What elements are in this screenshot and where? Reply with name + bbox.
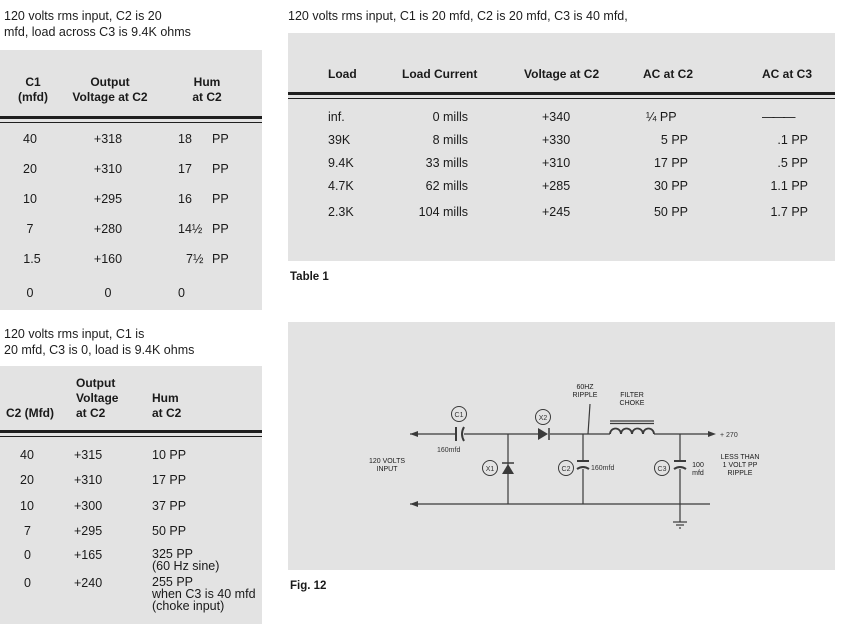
table-a-cell: 40	[23, 132, 37, 146]
table-a-cell: PP	[212, 162, 229, 176]
table-1-cell: +330	[542, 133, 571, 147]
table-1-cell: 4.7K	[328, 179, 354, 193]
table-b-panel	[0, 366, 262, 624]
table-a-rule-thick	[0, 116, 262, 119]
table-b-cell: 325 PP (60 Hz sine)	[152, 547, 220, 573]
table-1-header-voltage: Voltage at C2	[524, 67, 600, 81]
filter-choke	[610, 429, 654, 435]
table-b-cell: +315	[74, 448, 103, 462]
table-1-cell: ¼ PP	[646, 110, 677, 124]
c1-label: C1	[454, 412, 464, 419]
c2-capacitor	[577, 467, 589, 469]
table-b-header-hum: Hum at C2	[152, 391, 182, 420]
table-b-cell: 10	[20, 499, 34, 513]
table-a-cell: PP	[212, 252, 229, 266]
c1-capacitor	[462, 427, 464, 441]
table-a-cell: 0	[104, 286, 112, 300]
input-arrow-bottom	[410, 501, 418, 507]
table-a-cell: 16	[178, 192, 192, 206]
table-1-cell: 104 mills	[418, 205, 468, 219]
table-a-cell: +280	[93, 222, 123, 236]
c1-value: 160mfd	[437, 447, 461, 454]
circuit-diagram	[288, 322, 835, 570]
c3-capacitor	[674, 467, 686, 469]
x2-label: X2	[538, 415, 548, 422]
table-1-header-ac-c2: AC at C2	[643, 67, 694, 81]
table-1-cell: 30 PP	[653, 179, 688, 193]
table-a-cell: 7½	[186, 252, 204, 266]
table-1-cell: 8 mills	[432, 133, 468, 147]
table-b-cell: +300	[74, 499, 103, 513]
table-b-cell: 0	[24, 576, 31, 590]
table-b-cell: 10 PP	[152, 448, 187, 462]
table-1-caption: 120 volts rms input, C1 is 20 mfd, C2 is 20 mfd, C3 is 40 mfd,	[288, 9, 628, 23]
table-a-cell: 14½	[178, 222, 203, 236]
table-a-cell: 17	[178, 162, 192, 176]
table-1-cell: .5 PP	[777, 156, 808, 170]
table-b-cell: +310	[74, 473, 103, 487]
table-1-cell: 1.1 PP	[770, 179, 808, 193]
table-b-cell: 0	[24, 548, 31, 562]
table-b-rule-thin	[0, 436, 262, 437]
table-1-cell: +245	[542, 205, 571, 219]
table-1-panel	[288, 33, 835, 261]
table-a-cell: 0	[178, 286, 185, 300]
table-1-label: Table 1	[290, 271, 329, 283]
output-ripple-note: LESS THAN 1 VOLT PP RIPPLE	[720, 454, 760, 477]
table-b-cell: 20	[20, 473, 34, 487]
table-1-header-ac-c3: AC at C3	[762, 67, 813, 81]
input-arrow-top	[410, 431, 418, 437]
output-voltage: + 270	[720, 432, 738, 439]
table-b-rule-thick	[0, 430, 262, 433]
table-a-cell: 1.5	[23, 252, 41, 266]
table-1-cell: 17 PP	[653, 156, 688, 170]
table-1-cell: +340	[542, 110, 571, 124]
table-1-cell: 1.7 PP	[770, 205, 808, 219]
table-a-panel	[0, 50, 262, 310]
table-b-cell: 255 PP when C3 is 40 mfd (choke input)	[152, 575, 256, 613]
table-a-cell: PP	[212, 192, 229, 206]
table-b-header-output: Output Voltage at C2	[76, 376, 119, 420]
table-1-rule-thick	[288, 92, 835, 95]
table-a-cell: +160	[93, 252, 123, 266]
table-a-cell: +310	[93, 162, 123, 176]
table-b-cell: 37 PP	[152, 499, 187, 513]
input-label: 120 VOLTS INPUT	[368, 458, 406, 473]
table-1-header-current: Load Current	[402, 67, 478, 81]
fig-12-panel	[288, 322, 835, 570]
table-a-cell: 0	[26, 286, 34, 300]
table-1-cell: 62 mills	[425, 179, 468, 193]
ripple-pointer	[588, 404, 590, 434]
table-a-caption: 120 volts rms input, C2 is 20 mfd, load across C3 is 9.4K ohms	[4, 9, 191, 39]
table-a-cell: +295	[93, 192, 123, 206]
table-a-cell: 7	[26, 222, 34, 236]
x1-diode	[502, 464, 514, 474]
c2-label: C2	[561, 466, 571, 473]
table-1-cell: 33 mills	[425, 156, 468, 170]
table-b-header-c2: C2 (Mfd)	[6, 406, 54, 420]
table-b-cell: 50 PP	[152, 524, 187, 538]
table-1-cell: 50 PP	[653, 205, 688, 219]
output-arrow	[708, 431, 716, 437]
c2-value: 160mfd	[591, 465, 615, 472]
x1-label: X1	[485, 466, 495, 473]
table-1-cell: inf.	[328, 110, 345, 124]
choke-label: FILTER CHOKE	[619, 392, 645, 407]
table-1-cell: 9.4K	[328, 156, 354, 170]
table-a-cell: 20	[23, 162, 37, 176]
table-b-caption: 120 volts rms input, C1 is 20 mfd, C3 is 0, load is 9.4K ohms	[4, 327, 195, 357]
table-1-cell: +310	[542, 156, 571, 170]
table-a-cell: PP	[212, 222, 229, 236]
table-1-cell: 5 PP	[660, 133, 688, 147]
table-b-cell: 40	[20, 448, 34, 462]
table-1-cell: 0 mills	[432, 110, 468, 124]
table-a-cell: +318	[93, 132, 123, 146]
table-a-header-hum: Hum at C2	[192, 75, 222, 104]
table-a-cell: 18	[178, 132, 192, 146]
table-1-cell: .1 PP	[777, 133, 808, 147]
table-1-cell: 2.3K	[328, 205, 354, 219]
table-b-cell: +295	[74, 524, 103, 538]
table-1-cell: 39K	[328, 133, 351, 147]
table-a-cell: 10	[23, 192, 37, 206]
table-1-header-load: Load	[328, 67, 357, 81]
x2-diode	[538, 428, 548, 440]
table-a-cell: PP	[212, 132, 229, 146]
table-b-cell: +165	[74, 548, 103, 562]
table-b-cell: +240	[74, 576, 103, 590]
table-a-header-output: Output Voltage at C2	[72, 75, 148, 104]
table-1-rule-thin	[288, 98, 835, 99]
table-1-cell: ———	[762, 110, 794, 124]
table-a-header-c1: C1 (mfd)	[18, 75, 48, 104]
table-b-cell: 17 PP	[152, 473, 187, 487]
table-b-cell: 7	[24, 524, 31, 538]
table-a-rule-thin	[0, 122, 262, 123]
table-1-cell: +285	[542, 179, 571, 193]
fig-12-label: Fig. 12	[290, 580, 327, 592]
c3-label: C3	[657, 466, 667, 473]
c3-value: 100 mfd	[692, 462, 704, 477]
ripple-label: 60HZ RIPPLE	[572, 384, 598, 399]
